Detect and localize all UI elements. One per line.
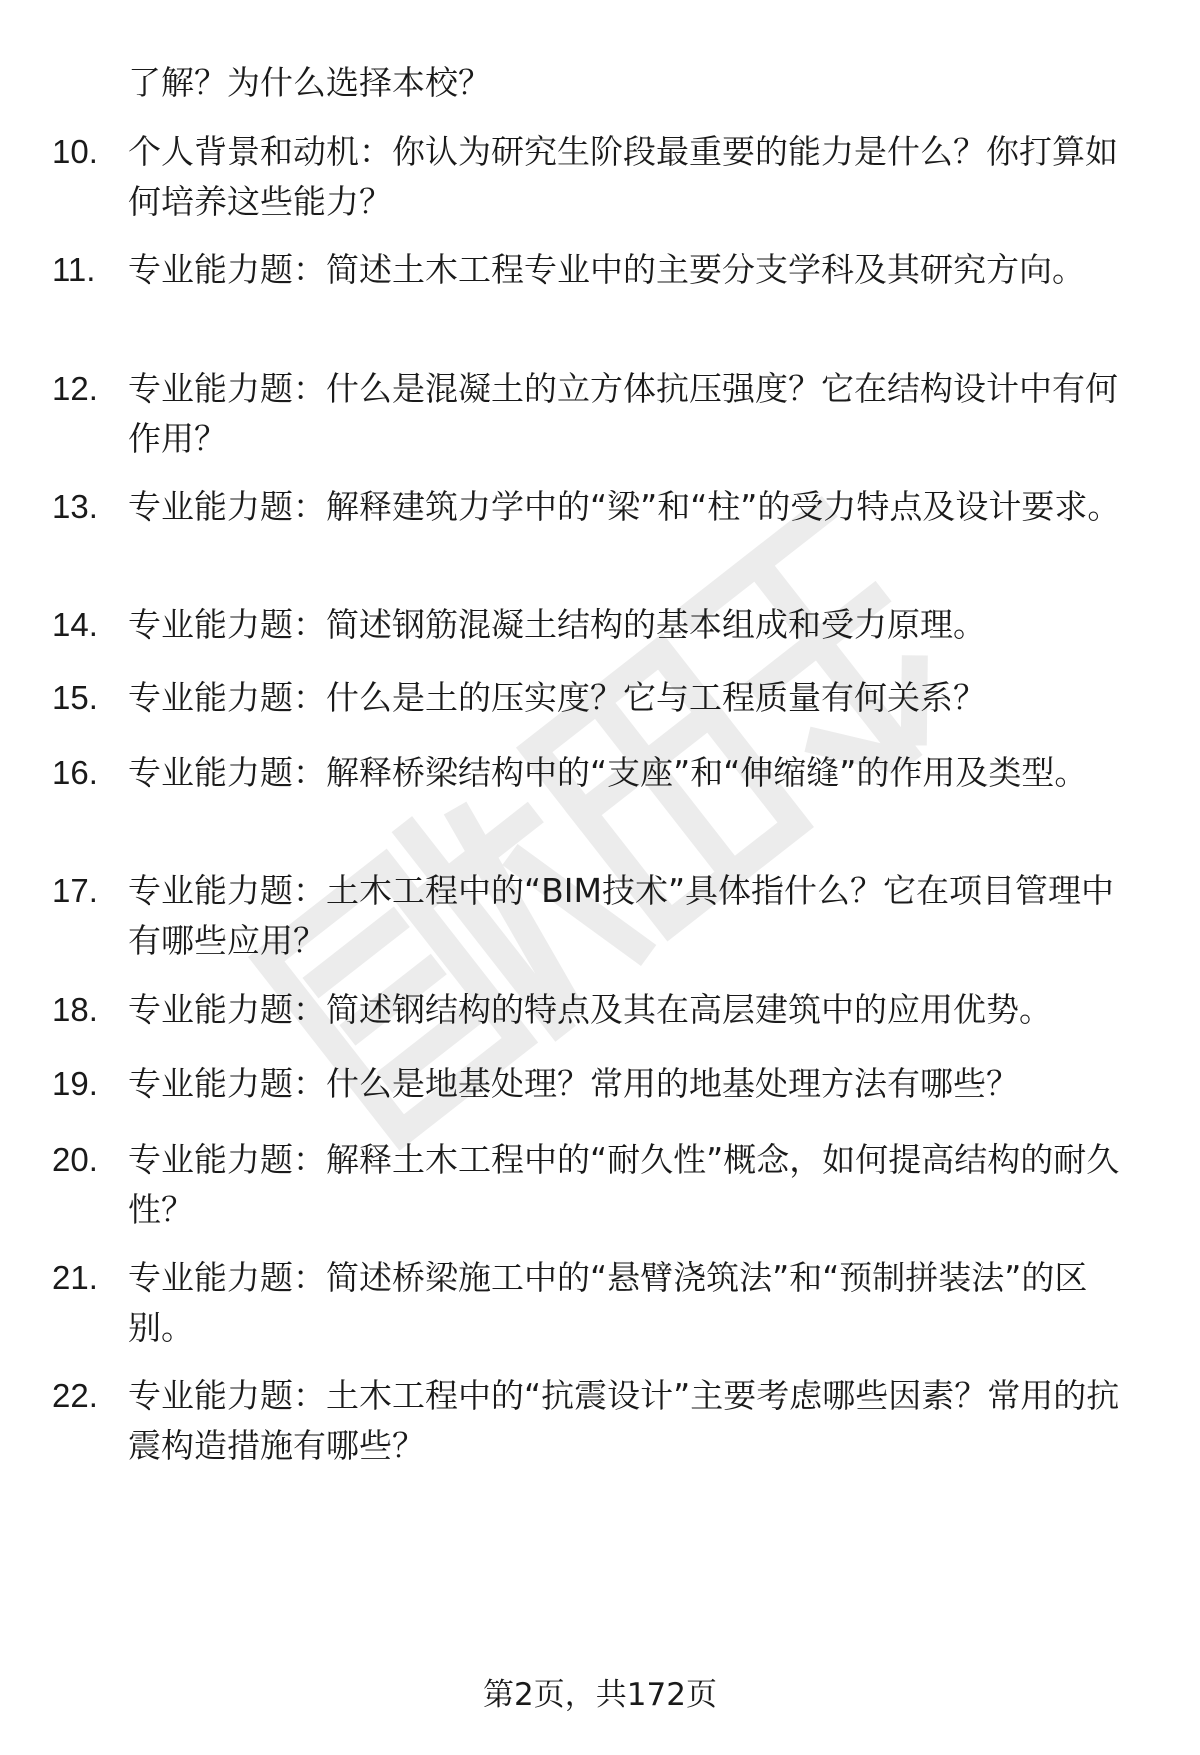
item-text: 个人背景和动机：你认为研究生阶段最重要的能力是什么？你打算如何培养这些能力？ — [128, 132, 1118, 221]
item-number: 16. — [52, 754, 98, 791]
item-text: 专业能力题：解释土木工程中的“耐久性”概念，如何提高结构的耐久性？ — [128, 1140, 1120, 1229]
item-number: 19. — [52, 1065, 98, 1102]
item-number: 11. — [52, 251, 96, 288]
item-number: 13. — [52, 488, 98, 525]
item-text: 专业能力题：什么是土的压实度？它与工程质量有何关系？ — [128, 678, 986, 717]
item-text: 专业能力题：土木工程中的“BIM技术”具体指什么？它在项目管理中有哪些应用？ — [128, 871, 1115, 960]
item-number: 17. — [52, 872, 98, 909]
item-number: 15. — [52, 679, 98, 716]
item-text: 专业能力题：解释建筑力学中的“梁”和“柱”的受力特点及设计要求。 — [128, 487, 1121, 526]
item-number: 14. — [52, 606, 98, 643]
item-text: 专业能力题：简述桥梁施工中的“悬臂浇筑法”和“预制拼装法”的区别。 — [128, 1258, 1088, 1347]
item-number: 12. — [52, 370, 98, 407]
item-text: 专业能力题：解释桥梁结构中的“支座”和“伸缩缝”的作用及类型。 — [128, 753, 1088, 792]
item-text: 专业能力题：简述土木工程专业中的主要分支学科及其研究方向。 — [128, 250, 1085, 289]
item-number: 22. — [52, 1377, 98, 1414]
item-number: 18. — [52, 991, 98, 1028]
item-text: 专业能力题：什么是地基处理？常用的地基处理方法有哪些？ — [128, 1064, 1019, 1103]
item-text: 专业能力题：简述钢筋混凝土结构的基本组成和受力原理。 — [128, 605, 986, 644]
item-text: 专业能力题：土木工程中的“抗震设计”主要考虑哪些因素？常用的抗震构造措施有哪些？ — [128, 1376, 1120, 1465]
item-text: 专业能力题：什么是混凝土的立方体抗压强度？它在结构设计中有何作用？ — [128, 369, 1118, 458]
page-footer: 第2页，共172页 — [483, 1677, 717, 1713]
item-number: 20. — [52, 1141, 98, 1178]
continuation-line: 了解？为什么选择本校？ — [128, 63, 491, 102]
item-text: 专业能力题：简述钢结构的特点及其在高层建筑中的应用优势。 — [128, 990, 1052, 1029]
item-number: 21. — [52, 1259, 98, 1296]
item-number: 10. — [52, 133, 98, 170]
